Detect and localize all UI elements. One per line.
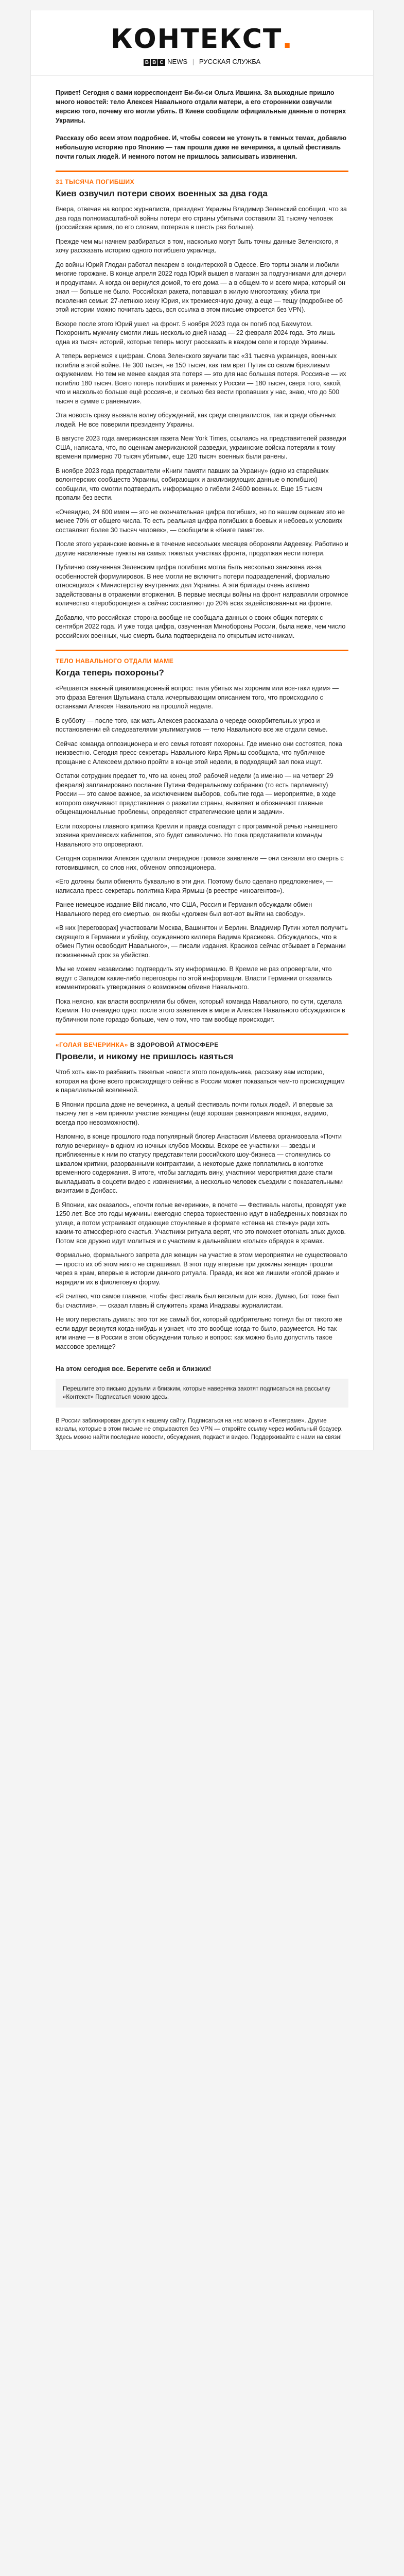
bbc-logo-b2: B (151, 59, 157, 66)
body-paragraph: «В них [переговорах] участвовали Москва, Вашингтон и Берлин. Владимир Путин хотел получить сидящего в Германии и убийцу, осужденного киллера Вадима Красикова. Обсуждалось, что в обмен Путин освободит Навального», — писали издания. Красиков сейчас отбывает в Германии пожизненный срок за убийство. (56, 924, 348, 959)
body-paragraph: Вскоре после этого Юрий ушел на фронт. 5 ноября 2023 года он погиб под Бахмутом. Похоронить мужчину смогли лишь несколько дней назад — 22 февраля 2024 года. Это лишь одна из тысяч историй, которые теперь могут рассказать в каждом селе и городе Украины. (56, 320, 335, 346)
body-paragraph: «Его должны были обменять буквально в эти дни. Поэтому было сделано предложение», — написала пресс-секретарь политика Кира Ярмыш (в реестре «иноагентов»). (56, 878, 333, 894)
body-paragraph: После этого украинские военные в течение нескольких месяцев обороняли Авдеевку. Работино и другие населенные пункты на самых тяжелых участках фронта, продолжая нести потери. (56, 540, 348, 557)
bbc-service-line (31, 58, 373, 66)
body-paragraph: Формально, формального запрета для женщин на участие в этом мероприятии не существовало — просто их об этом никто не спрашивал. В этот году впервые три дюжины женщин прошли через в храм, впервые в истории данного ритуала. Правда, их все же лишили «голой драки» и нарядили их в фиолетовую форму. (56, 1251, 347, 1286)
section-title: Провели, и никому не пришлось каяться (56, 1052, 234, 1061)
bbc-news-label: NEWS (167, 58, 188, 65)
section-divider (56, 1033, 348, 1035)
closing-line: На этом сегодня все. Берегите себя и близких! (56, 1365, 212, 1372)
body-paragraph: Прежде чем мы начнем разбираться в том, насколько могут быть точны данные Зеленского, я хочу рассказать историю одного погибшего украинца. (56, 238, 339, 254)
body-paragraph: Чтоб хоть как-то разбавить тяжелые новости этого понедельника, расскажу вам историю, которая на фоне всего происходящего сейчас в России может показаться чем-то происходящим в параллельной вселенной. (56, 1069, 345, 1094)
body-paragraph: Напомню, в конце прошлого года популярный блогер Анастасия Ивлеева организовала «Почти голую вечеринку» в одном из ночных клубов Москвы. Вскоре ее участники — звезды и приближенные к ним по статусу представители российского шоу-бизнеса — столкнулись со шквалом критики, разорванными контрактами, а некоторые даже поплатились в колготке временного содержания. В итоге, чтобы загладить вину, участники мероприятия даже стали выкладывать в соцсети видео с извинениями, а несколько человек съездили с показательными визитами в Донбасс. (56, 1133, 343, 1194)
email-card (31, 10, 373, 1450)
body-paragraph: Пока неясно, как власти восприняли бы обмен, который команда Навального, по сути, сделала Кремля. Но очевидно одно: после этого заявления в мире и Алексея Навального обсуждаются в публичном поле гораздо больше, чем о том, что там вообще происходит. (56, 997, 345, 1023)
section-divider (56, 650, 348, 651)
section-label: ТЕЛО НАВАЛЬНОГО ОТДАЛИ МАМЕ (56, 657, 174, 665)
body-paragraph: В субботу — после того, как мать Алексея рассказала о череде оскорбительных угроз и постановлении ей следователями ультиматумов — тело Навального все же отдали семье. (56, 717, 328, 733)
masthead (31, 10, 373, 76)
body-paragraph: Публично озвученная Зеленским цифра погибших могла быть несколько занижена из-за особенностей формулировок. В нее могли не включить потери подразделений, формально относящихся к Министерству внутренних дел Украины. А эти бригады очень активно задействованы в отражении вторжения. В первые месяцы войны на фронт направляли огромное количество «тероборонцев» а сейчас составляют до 20% всех задействованных на фронте. (56, 564, 348, 607)
section-body (56, 205, 348, 640)
body-paragraph: Если похороны главного критика Кремля и правда совпадут с программной речью нынешнего хозяина кремлевских кабинетов, это будет символично. Но пока представители команды Навального это опровергают. (56, 822, 338, 848)
section-label (56, 1041, 348, 1048)
section-body (56, 1068, 348, 1351)
vpn-notice: В России заблокирован доступ к нашему сайту. Подписаться на нас можно в «Телеграме». Другие каналы, которые в этом письме не открываются без VPN — откройте ссылку через мобильный браузер. Здесь можно найти последние новости, обсуждения, подкаст и видео. Поддерживайте с нами на связи! (56, 1418, 343, 1440)
body-paragraph: В ноябре 2023 года представители «Книги памяти павших за Украину» (одно из старейших волонтерских сообществ Украины, собирающих и анализирующих данные о погибших) сообщили, что смогли подтвердить информацию о гибели 24600 военных. Еще 15 тысяч пропали без вести. (56, 467, 329, 501)
body-paragraph: «Решается важный цивилизационный вопрос: тела убитых мы хороним или все-таки едим» — это фраза Евгения Шульмана стала исчерпывающим описанием того, что происходило с останками Алексея Навального на прошлой неделе. (56, 685, 339, 710)
section-divider (56, 171, 348, 172)
bbc-logo-b1: B (144, 59, 150, 66)
section-title: Киев озвучил потери своих военных за два года (56, 189, 268, 198)
logo-dot: . (282, 24, 294, 55)
service-label: РУССКАЯ СЛУЖБА (199, 58, 261, 65)
body-paragraph: «Я считаю, что самое главное, чтобы фестиваль был веселым для всех. Думаю, Бог тоже был бы счастлив», — сказал главный служитель храма Инадзавы журналистам. (56, 1293, 340, 1309)
body-paragraph: Эта новость сразу вызвала волну обсуждений, как среди специалистов, так и среди обычных людей. Не все поверили президенту Украины. (56, 412, 336, 428)
body-paragraph: «Очевидно, 24 600 имен — это не окончательная цифра погибших, но по нашим оценкам это не менее 70% от общего числа. То есть реальная цифра погибших в боевых и небоевых условиях составляет более 30 тысяч человек», — сообщили в «Книге памяти». (56, 508, 345, 534)
section-title: Когда теперь похороны? (56, 668, 164, 677)
body-paragraph: Вчера, отвечая на вопрос журналиста, президент Украины Владимир Зеленский сообщил, что за два года полномасштабной войны потери его страны убитыми составили 31 тысячу человек (российская армия, по его словам, потеряла в шесть раз больше). (56, 206, 347, 231)
bbc-logo-c: C (158, 59, 165, 66)
body-paragraph: Не могу перестать думать: это тот же самый бог, который одобрительно топнул бы от такого же если вдруг вернутся когда-нибудь и узнает, что это вообще когда-то было, разумеется. Но так или иначе — в России в этом обсуждении только и вопрос: как можно было допустить такое массовое зрелище? (56, 1316, 342, 1350)
logo-text: КОНТЕКСТ (110, 24, 283, 55)
section-body (56, 684, 348, 1024)
body-paragraph: Остатки сотрудник предает то, что на конец этой рабочей недели (а именно — на четверг 29 февраля) запланировано послание Путина Федеральному собранию (то есть парламенту) России — это самое важное, за исключением выборов, событие года — мероприятие, в ходе которого озвучивают представления о развитии страны, выявляет и обозначают главные общенациональные проблемы, определяют стратегические цели и задачи». (56, 772, 336, 816)
body-paragraph: Сегодня соратники Алексея сделали очередное громкое заявление — они связали его смерть с готовившимся, со слов них, обменом оппозиционера. (56, 855, 344, 871)
body-paragraph: А теперь вернемся к цифрам. Слова Зеленского звучали так: «31 тысяча украинцев, военных погибла в этой войне. Не 300 тысяч, не 150 тысяч, как там врет Путин со своим брехливым окружением. Но тем не менее каждая эта потеря — это для нас большая потеря. Россияне — их погибло 180 тысяч. Всего потерь погибших и раненых у России — 180 тысяч, сверх того, какой, что и насколько больше ещё россияне, и сколько без вести пропавших у нас, знаю, что до 500 тысяч в сумме с ранеными». (56, 352, 346, 405)
body-paragraph: В Японии прошла даже не вечеринка, а целый фестиваль почти голых людей. И впервые за тысячу лет в нем приняли участие женщины (ещё хорошая равноправия японцах, видимо, всегда про невозможности). (56, 1100, 333, 1126)
body-paragraph: В Японии, как оказалось, «почти голые вечеринки», в почете — Фестиваль наготы, проводят уже 1250 лет. Все это годы мужчины ежегодно сперва торжественно идут в набедренных повязках по улице, а потом устраивают отдающие стоунлевые в формате «стенка на стенку» ради хоть каким-то атмосферного счастья. Участники ритуала верят, что это поможет отогнать злых духов. Потом все дружно идут молиться и с участием в дальнейшем «голых» обрядов в храмах. (56, 1201, 347, 1245)
intro-paragraph: Рассказу обо всем этом подробнее. И, чтобы совсем не утонуть в темных темах, добавлю небольшую историю про Японию — там прошла даже не вечеринка, а целый фестиваль почти голых людей. И немного потом не пришлось записывать извинения. (56, 134, 347, 160)
kontekst-logo (111, 24, 293, 55)
section-label: 31 ТЫСЯЧА ПОГИБШИХ (56, 178, 135, 185)
section-label-highlight: «ГОЛАЯ ВЕЧЕРИНКА» (56, 1041, 128, 1048)
body-paragraph: До войны Юрий Глодан работал пекарем в кондитерской в Одессе. Его торты знали и любили многие горожане. В конце апреля 2022 года Юрий вышел в магазин за подгузниками для дочери и продуктами. А когда он вернулся домой, то его дома — а в общем-то и всего мира, который он знал — больше не было. Российская ракета, попавшая в жилую многоэтажку, убила три поколения семьи: 27-летнюю жену Юрия, их трехмесячную дочку, а еще — тещу (подробнее об этой истории можно почитать здесь, вся ссылка в этом письме откроется без VPN). (56, 261, 346, 313)
body-paragraph: Ранее немецкое издание Bild писало, что США, Россия и Германия обсуждали обмен Навального перед его смертью, он якобы «должен был вот-вот выйти на свободу». (56, 901, 312, 918)
body-paragraph: В августе 2023 года американская газета New York Times, ссылаясь на представителей разведки США, написала, что, по оценкам американской разведки, украинские войска потеряли к тому времени примерно 70 тысяч убитыми, еще 120 тысяч военных были ранены. (56, 435, 346, 460)
intro-paragraph: Привет! Сегодня с вами корреспондент Би-би-си Ольга Ившина. За выходные пришло много новостей: тело Алексея Навального отдали матери, а его сторонники озвучили версию того, почему его могли убить. В Киеве сообщили официальные данные о потерях Украины. (56, 89, 346, 124)
email-content (31, 76, 373, 1450)
share-box: Перешлите это письмо друзьям и близким, которые наверняка захотят подписаться на рассылку «Контекст» Подписаться можно здесь. (56, 1379, 348, 1408)
body-paragraph: Добавлю, что российская сторона вообще не сообщала данных о своих общих потерях с сентября 2022 года. И уже тогда цифра, озвученная Минобороны России, была неже, чем число российских военных, чью смерть была подтверждена по открытым источникам. (56, 614, 346, 639)
body-paragraph: Сейчас команда оппозиционера и его семья готовят похороны. Где именно они состоятся, пока неизвестно. Сегодня пресс-секретарь Навального Кира Ярмыш сообщила, что публичное прощание с Алексеем должно пройти в конце этой недели, в подходящий зал пока ищут. (56, 740, 342, 766)
body-paragraph: Мы не можем независимо подтвердить эту информацию. В Кремле не раз опровергали, что ведут с Западом какие-либо переговоры по этой информации. Власти Германии отказались комментировать утверждения о возможном обмене Навального. (56, 965, 332, 991)
masthead-divider: | (192, 58, 195, 65)
section-label-rest: В ЗДОРОВОЙ АТМОСФЕРЕ (128, 1041, 219, 1048)
